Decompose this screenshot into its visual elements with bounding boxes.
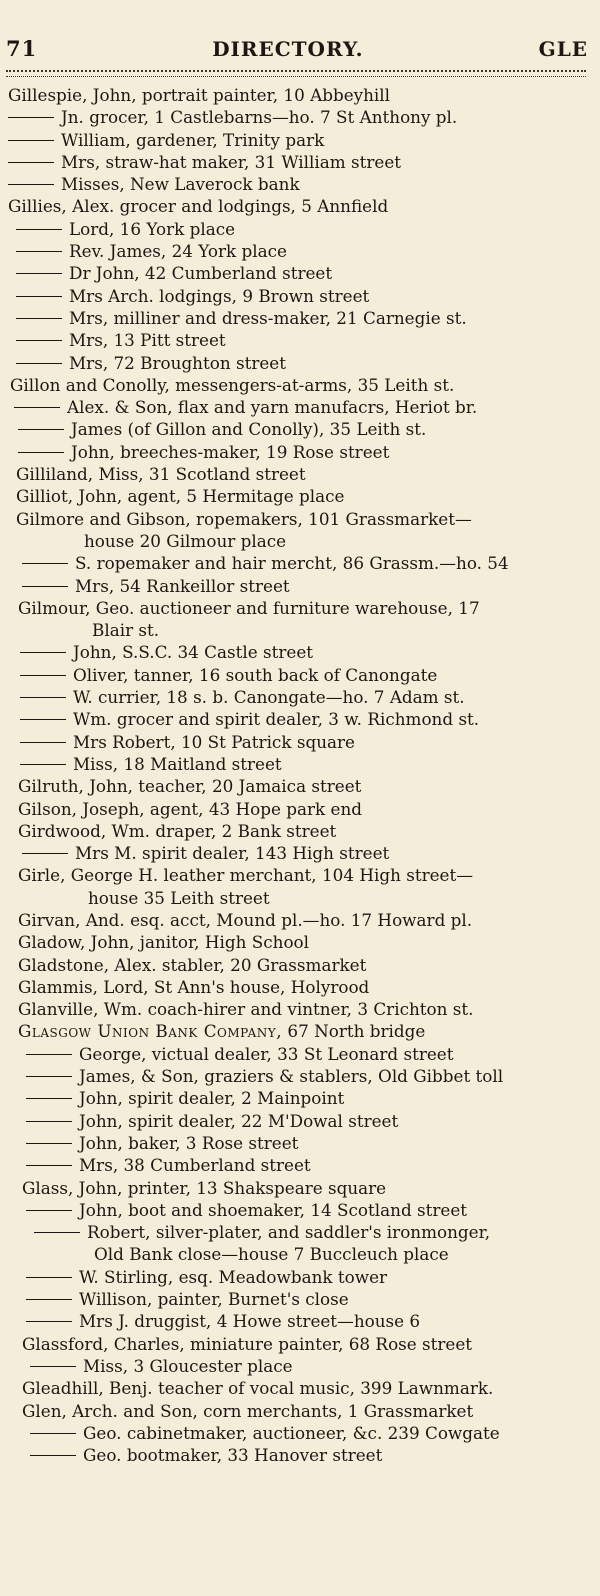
entry-text: Girvan, And. esq. acct, Mound pl.—ho. 17 Howard pl. xyxy=(18,909,473,930)
directory-entry xyxy=(0,842,600,864)
entry-text: Mrs Arch. lodgings, 9 Brown street xyxy=(69,285,370,306)
ditto-dash xyxy=(16,296,62,297)
ditto-dash xyxy=(34,1232,80,1233)
entry-text: house 35 Leith street xyxy=(88,887,270,908)
directory-entry xyxy=(0,1154,600,1176)
entry-text: Jn. grocer, 1 Castlebarns—ho. 7 St Anthony pl. xyxy=(61,107,458,128)
directory-entry xyxy=(0,619,600,641)
entry-text: Dr John, 42 Cumberland street xyxy=(69,263,333,284)
directory-entry xyxy=(0,485,600,507)
ditto-dash xyxy=(8,117,54,118)
directory-entry xyxy=(0,84,600,106)
entry-text: John, breeches-maker, 19 Rose street xyxy=(71,441,390,462)
entry-text: John, S.S.C. 34 Castle street xyxy=(73,642,313,663)
directory-entry xyxy=(0,352,600,374)
ditto-dash xyxy=(26,1121,72,1122)
entry-text: Mrs Robert, 10 St Patrick square xyxy=(73,731,355,752)
directory-entry xyxy=(0,1020,600,1042)
directory-entry xyxy=(0,1444,600,1466)
directory-entry xyxy=(0,909,600,931)
entry-text xyxy=(18,1020,425,1042)
entry-text: Gillies, Alex. grocer and lodgings, 5 Annfield xyxy=(8,196,389,217)
ditto-dash xyxy=(14,407,60,408)
directory-entry xyxy=(0,954,600,976)
entry-text: Rev. James, 24 York place xyxy=(69,241,287,262)
ditto-dash xyxy=(16,318,62,319)
entry-text: Girdwood, Wm. draper, 2 Bank street xyxy=(18,820,337,841)
directory-entry xyxy=(0,1221,600,1243)
entry-text: Mrs, milliner and dress-maker, 21 Carnegie st. xyxy=(69,307,467,328)
entry-text: house 20 Gilmour place xyxy=(84,530,287,551)
directory-entry xyxy=(0,820,600,842)
directory-entry xyxy=(0,998,600,1020)
entry-text: Mrs J. druggist, 4 Howe street—house 6 xyxy=(79,1311,421,1332)
entry-text: Gilruth, John, teacher, 20 Jamaica street xyxy=(18,776,362,797)
ditto-dash xyxy=(26,1277,72,1278)
directory-entries xyxy=(0,84,600,1466)
directory-entry xyxy=(0,931,600,953)
entry-text: Glen, Arch. and Son, corn merchants, 1 Grassmarket xyxy=(22,1400,474,1421)
header-rule xyxy=(6,70,586,77)
directory-entry xyxy=(0,195,600,217)
directory-entry xyxy=(0,1177,600,1199)
entry-text: John, spirit dealer, 2 Mainpoint xyxy=(79,1088,345,1109)
directory-entry xyxy=(0,1400,600,1422)
directory-entry xyxy=(0,262,600,284)
directory-entry xyxy=(0,1243,600,1265)
directory-entry xyxy=(0,731,600,753)
ditto-dash xyxy=(18,452,64,453)
directory-entry xyxy=(0,508,600,530)
entry-text: W. currier, 18 s. b. Canongate—ho. 7 Adam st. xyxy=(73,687,465,708)
directory-entry xyxy=(0,753,600,775)
entry-text: Mrs, 54 Rankeillor street xyxy=(75,575,290,596)
entry-text: Robert, silver-plater, and saddler's ironmonger, xyxy=(87,1222,491,1243)
section-marker: GLE xyxy=(538,37,588,61)
ditto-dash xyxy=(16,229,62,230)
directory-entry xyxy=(0,106,600,128)
directory-entry xyxy=(0,441,600,463)
entry-text: Gleadhill, Benj. teacher of vocal music, 399 Lawnmark. xyxy=(22,1378,494,1399)
entry-text: William, gardener, Trinity park xyxy=(61,129,325,150)
directory-entry xyxy=(0,1043,600,1065)
entry-text: Glassford, Charles, miniature painter, 68 Rose street xyxy=(22,1333,473,1354)
ditto-dash xyxy=(8,184,54,185)
entry-text: Geo. bootmaker, 33 Hanover street xyxy=(83,1445,383,1466)
entry-text: Mrs, straw-hat maker, 31 William street xyxy=(61,151,401,172)
entry-text: Mrs, 72 Broughton street xyxy=(69,352,286,373)
directory-entry xyxy=(0,708,600,730)
entry-text: Girle, George H. leather merchant, 104 High street— xyxy=(18,865,473,886)
ditto-dash xyxy=(16,363,62,364)
ditto-dash xyxy=(26,1098,72,1099)
directory-entry xyxy=(0,1422,600,1444)
directory-entry xyxy=(0,240,600,262)
directory-entry xyxy=(0,1087,600,1109)
directory-entry xyxy=(0,1065,600,1087)
directory-entry xyxy=(0,1199,600,1221)
ditto-dash xyxy=(16,273,62,274)
ditto-dash xyxy=(20,742,66,743)
entry-text: Gilson, Joseph, agent, 43 Hope park end xyxy=(18,798,363,819)
entry-text: Glammis, Lord, St Ann's house, Holyrood xyxy=(18,976,370,997)
ditto-dash xyxy=(26,1143,72,1144)
ditto-dash xyxy=(16,340,62,341)
ditto-dash xyxy=(20,652,66,653)
directory-entry xyxy=(0,173,600,195)
directory-entry xyxy=(0,597,600,619)
ditto-dash xyxy=(20,764,66,765)
directory-entry xyxy=(0,129,600,151)
entry-text: Gladstone, Alex. stabler, 20 Grassmarket xyxy=(18,954,367,975)
ditto-dash xyxy=(16,251,62,252)
page-number: 71 xyxy=(6,36,38,61)
entry-text: Lord, 16 York place xyxy=(69,218,236,239)
entry-text: Mrs, 38 Cumberland street xyxy=(79,1155,311,1176)
entry-text: Wm. grocer and spirit dealer, 3 w. Richmond st. xyxy=(73,709,480,730)
directory-entry xyxy=(0,396,600,418)
entry-text: Gillon and Conolly, messengers-at-arms, 35 Leith st. xyxy=(10,374,455,395)
entry-text: Mrs M. spirit dealer, 143 High street xyxy=(75,843,390,864)
directory-entry xyxy=(0,1310,600,1332)
directory-entry xyxy=(0,1110,600,1132)
entry-text: Gilliland, Miss, 31 Scotland street xyxy=(16,464,306,485)
directory-entry xyxy=(0,552,600,574)
ditto-dash xyxy=(8,162,54,163)
entry-text: Mrs, 13 Pitt street xyxy=(69,330,226,351)
entry-text: James, & Son, graziers & stablers, Old Gibbet toll xyxy=(79,1066,504,1087)
ditto-dash xyxy=(22,586,68,587)
entry-text: Miss, 18 Maitland street xyxy=(73,753,282,774)
directory-entry xyxy=(0,418,600,440)
entry-text: John, baker, 3 Rose street xyxy=(79,1132,299,1153)
ditto-dash xyxy=(26,1054,72,1055)
directory-entry xyxy=(0,686,600,708)
ditto-dash xyxy=(30,1366,76,1367)
directory-entry xyxy=(0,664,600,686)
entry-text: Glass, John, printer, 13 Shakspeare square xyxy=(22,1177,387,1198)
directory-entry xyxy=(0,307,600,329)
directory-entry xyxy=(0,798,600,820)
directory-entry xyxy=(0,285,600,307)
entry-text: Geo. cabinetmaker, auctioneer, &c. 239 Cowgate xyxy=(83,1422,500,1443)
entry-text: Alex. & Son, flax and yarn manufacrs, Heriot br. xyxy=(67,397,478,418)
directory-entry xyxy=(0,218,600,240)
ditto-dash xyxy=(20,697,66,698)
entry-text: Miss, 3 Gloucester place xyxy=(83,1355,293,1376)
entry-text: Old Bank close—house 7 Buccleuch place xyxy=(94,1244,449,1265)
entry-text: Blair st. xyxy=(92,620,160,641)
directory-entry xyxy=(0,641,600,663)
entry-text: James (of Gillon and Conolly), 35 Leith st. xyxy=(71,419,427,440)
entry-text: George, victual dealer, 33 St Leonard street xyxy=(79,1043,454,1064)
directory-entry xyxy=(0,1132,600,1154)
ditto-dash xyxy=(26,1076,72,1077)
directory-entry xyxy=(0,864,600,886)
ditto-dash xyxy=(30,1455,76,1456)
entry-text: Gilliot, John, agent, 5 Hermitage place xyxy=(16,486,345,507)
entry-text: Gladow, John, janitor, High School xyxy=(18,932,310,953)
entry-text: Misses, New Laverock bank xyxy=(61,174,300,195)
directory-entry xyxy=(0,151,600,173)
directory-entry xyxy=(0,374,600,396)
ditto-dash xyxy=(26,1165,72,1166)
ditto-dash xyxy=(26,1321,72,1322)
entry-text: John, spirit dealer, 22 M'Dowal street xyxy=(79,1110,399,1131)
entry-text: Oliver, tanner, 16 south back of Canongate xyxy=(73,664,438,685)
ditto-dash xyxy=(20,719,66,720)
ditto-dash xyxy=(18,429,64,430)
directory-entry xyxy=(0,463,600,485)
entry-text: Willison, painter, Burnet's close xyxy=(79,1289,349,1310)
ditto-dash xyxy=(22,563,68,564)
directory-entry xyxy=(0,1333,600,1355)
page-header xyxy=(6,36,588,61)
directory-entry xyxy=(0,887,600,909)
directory-entry xyxy=(0,1266,600,1288)
directory-entry xyxy=(0,976,600,998)
directory-entry xyxy=(0,530,600,552)
ditto-dash xyxy=(26,1210,72,1211)
ditto-dash xyxy=(20,675,66,676)
ditto-dash xyxy=(22,853,68,854)
entry-text: Gillespie, John, portrait painter, 10 Abbeyhill xyxy=(8,85,391,105)
ditto-dash xyxy=(30,1433,76,1434)
ditto-dash xyxy=(26,1299,72,1300)
entry-rest: 67 North bridge xyxy=(282,1021,426,1042)
directory-entry xyxy=(0,1288,600,1310)
directory-entry xyxy=(0,575,600,597)
directory-entry xyxy=(0,1377,600,1399)
entry-text: W. Stirling, esq. Meadowbank tower xyxy=(79,1266,388,1287)
directory-entry xyxy=(0,775,600,797)
directory-entry xyxy=(0,329,600,351)
entry-text: John, boot and shoemaker, 14 Scotland street xyxy=(79,1199,468,1220)
entry-text: Gilmour, Geo. auctioneer and furniture warehouse, 17 xyxy=(18,597,480,618)
page-title: DIRECTORY. xyxy=(212,37,364,61)
directory-entry xyxy=(0,1355,600,1377)
entry-text: Glanville, Wm. coach-hirer and vintner, 3 Crichton st. xyxy=(18,999,474,1020)
entry-text: Gilmore and Gibson, ropemakers, 101 Grassmarket— xyxy=(16,508,472,529)
entry-name-smallcaps: Glasgow Union Bank Company, xyxy=(18,1021,283,1042)
entry-text: S. ropemaker and hair mercht, 86 Grassm.—ho. 54 xyxy=(75,553,509,574)
ditto-dash xyxy=(8,140,54,141)
